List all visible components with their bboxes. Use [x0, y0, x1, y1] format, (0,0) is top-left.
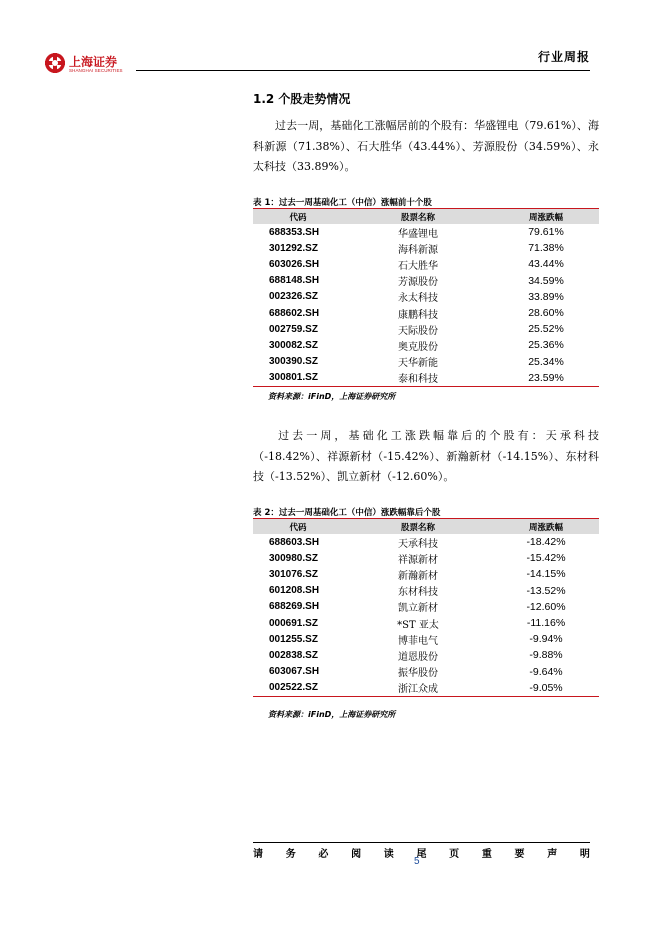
table2-caption: 表 2：过去一周基础化工（中信）涨跌幅靠后个股 [253, 508, 441, 518]
stock-code-cell: 301076.SZ [269, 568, 318, 580]
logo-text-cn: 上海证券 [69, 55, 118, 69]
footer-disclaimer-char: 要 [514, 849, 525, 860]
weekly-change-cell: -18.42% [526, 536, 566, 549]
stock-code-cell: 603026.SH [269, 258, 320, 270]
weekly-change-cell: -12.60% [526, 600, 566, 613]
stock-name-cell: *ST 亚太 [397, 619, 439, 631]
stock-name-cell: 祥源新材 [398, 554, 438, 566]
column-header: 周涨跌幅 [493, 209, 599, 225]
weekly-change-cell: -14.15% [526, 568, 566, 581]
paragraph-top-gainers-text: 过去一周，基础化工涨幅居前的个股有：华盛锂电（79.61%）、海科新源（71.38%）、石大胜华（43.44%）、芳源股份（34.59%）、永太科技（33.89%）。 [253, 119, 599, 173]
stock-name-cell: 浙江众成 [343, 680, 493, 697]
table-row [253, 321, 599, 337]
weekly-change-cell: 33.89% [528, 290, 564, 303]
stock-code-cell: 603067.SH [269, 666, 320, 678]
weekly-change-cell: 71.38% [528, 242, 564, 255]
weekly-change-cell: 28.60% [528, 307, 564, 320]
table-row [253, 289, 599, 305]
stock-name-cell: 道恩股份 [398, 651, 438, 663]
table-row [253, 583, 599, 599]
stock-name-cell: 泰和科技 [343, 370, 493, 387]
table2-source: 资料来源：iFinD，上海证券研究所 [268, 710, 396, 719]
stock-code-cell: 300082.SZ [269, 339, 318, 351]
column-header: 周涨跌幅 [493, 519, 599, 535]
stock-name-cell: 振华股份 [398, 668, 438, 680]
table-row [253, 337, 599, 353]
footer-disclaimer-char: 务 [285, 849, 296, 860]
stock-code-cell: 002326.SZ [269, 291, 318, 303]
table-row [253, 240, 599, 256]
table-row [253, 534, 599, 550]
footer-disclaimer-char: 明 [579, 849, 590, 860]
stock-code-cell: 688353.SH [269, 226, 320, 238]
weekly-change-cell: -9.88% [529, 649, 563, 662]
paragraph-top-losers [253, 426, 599, 488]
stock-name-cell: 康鹏科技 [398, 309, 438, 321]
paragraph-top-losers-text: 过去一周，基础化工涨跌幅靠后的个股有：天承科技（-18.42%）、祥源新材（-15.42%）、新瀚新材（-14.15%）、东材科技（-13.52%）、凯立新材（-12.60%）。 [253, 429, 599, 483]
footer-disclaimer-char: 请 [253, 849, 263, 860]
stock-code-cell: 300801.SZ [253, 370, 343, 387]
stock-name-cell: 新瀚新材 [398, 570, 438, 582]
weekly-change-cell: -13.52% [526, 584, 566, 597]
footer-divider [253, 842, 590, 843]
stock-code-cell: 002838.SZ [269, 649, 318, 661]
footer-disclaimer-char: 读 [383, 849, 394, 860]
stock-code-cell: 002522.SZ [253, 680, 343, 697]
stock-code-cell: 300390.SZ [269, 356, 318, 368]
column-header: 代码 [253, 209, 343, 225]
weekly-change-cell: 79.61% [528, 226, 564, 239]
stock-name-cell: 天华新能 [398, 358, 438, 370]
stock-code-cell: 301292.SZ [269, 242, 318, 254]
stock-name-cell: 凯立新材 [398, 603, 438, 615]
table-row [253, 631, 599, 647]
table-row [253, 680, 599, 697]
stock-name-cell: 奥克股份 [398, 341, 438, 353]
company-logo [44, 52, 136, 76]
stock-code-cell: 688602.SH [269, 307, 320, 319]
table-row [253, 273, 599, 289]
stock-name-cell: 博菲电气 [398, 635, 438, 647]
table-row [253, 599, 599, 615]
footer-disclaimer-char: 必 [318, 849, 329, 860]
table-row [253, 647, 599, 663]
weekly-change-cell: 34.59% [528, 274, 564, 287]
table-row [253, 615, 599, 631]
paragraph-top-gainers [253, 116, 599, 178]
footer-disclaimer[interactable] [253, 845, 590, 860]
weekly-change-cell: 43.44% [528, 258, 564, 271]
logo-text-en: SHANGHAI SECURITIES [69, 68, 123, 73]
weekly-change-cell: -15.42% [526, 552, 566, 565]
column-header: 股票名称 [343, 209, 493, 225]
table-row [253, 256, 599, 272]
table-row [253, 370, 599, 387]
stock-name-cell: 华盛锂电 [398, 228, 438, 240]
footer-disclaimer-char: 尾 [416, 849, 427, 860]
stock-code-cell: 601208.SH [269, 585, 320, 597]
weekly-change-cell: -9.64% [529, 665, 563, 678]
stock-name-cell: 东材科技 [398, 587, 438, 599]
weekly-change-cell: -9.94% [529, 633, 563, 646]
column-header: 代码 [253, 519, 343, 535]
weekly-change-cell: -11.16% [526, 617, 566, 630]
page-number: 5 [414, 856, 420, 867]
stock-name-cell: 石大胜华 [398, 260, 438, 272]
stock-name-cell: 芳源股份 [398, 277, 438, 289]
footer-disclaimer-char: 声 [547, 849, 558, 860]
weekly-change-cell: 25.36% [528, 339, 564, 352]
table-top-gainers [253, 208, 599, 387]
weekly-change-cell: 23.59% [493, 370, 599, 387]
table-row [253, 550, 599, 566]
weekly-change-cell: 25.52% [528, 323, 564, 336]
stock-code-cell: 688148.SH [269, 275, 320, 287]
table1-caption: 表 1：过去一周基础化工（中信）涨幅前十个股 [253, 198, 432, 208]
header-divider [136, 70, 590, 71]
stock-name-cell: 天际股份 [398, 325, 438, 337]
footer-disclaimer-char: 重 [481, 849, 492, 860]
column-header: 股票名称 [343, 519, 493, 535]
table-row [253, 305, 599, 321]
table-row [253, 224, 599, 240]
table1-source: 资料来源：iFinD，上海证券研究所 [268, 392, 396, 401]
section-title: 1.2 个股走势情况 [253, 92, 351, 106]
stock-code-cell: 688269.SH [269, 601, 320, 613]
table-top-losers [253, 518, 599, 697]
weekly-change-cell: 25.34% [528, 355, 564, 368]
table-row [253, 354, 599, 370]
stock-name-cell: 永太科技 [398, 293, 438, 305]
report-type-title: 行业周报 [537, 50, 590, 64]
stock-code-cell: 001255.SZ [269, 633, 318, 645]
stock-code-cell: 300980.SZ [269, 552, 318, 564]
shanghai-securities-logo-icon [44, 52, 66, 74]
stock-code-cell: 000691.SZ [269, 617, 318, 629]
stock-name-cell: 天承科技 [398, 538, 438, 550]
stock-code-cell: 688603.SH [269, 536, 320, 548]
footer-disclaimer-char: 页 [449, 849, 460, 860]
stock-code-cell: 002759.SZ [269, 323, 318, 335]
stock-name-cell: 海科新源 [398, 244, 438, 256]
footer-disclaimer-char: 阅 [351, 849, 362, 860]
table-row [253, 566, 599, 582]
table-row [253, 664, 599, 680]
weekly-change-cell: -9.05% [493, 680, 599, 697]
